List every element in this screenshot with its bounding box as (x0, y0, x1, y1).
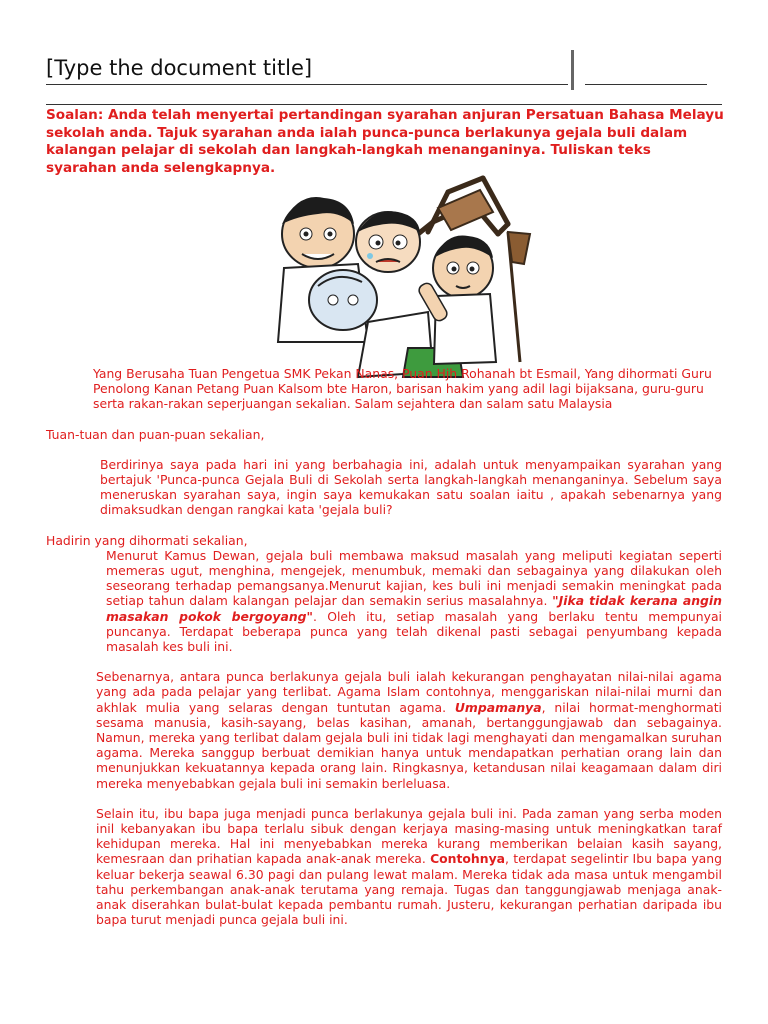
emphasis-word: Umpamanya (454, 699, 542, 715)
definition-paragraph (46, 548, 722, 654)
address-line: Tuan-tuan dan puan-puan sekalian, (46, 426, 265, 442)
bullying-cartoon-illustration (258, 172, 538, 382)
cause-parents-paragraph (46, 806, 722, 928)
emphasis-word: Contohnya (430, 851, 506, 867)
cause-text: Sebenarnya, antara punca berlakunya gejala buli ialah kekurangan penghayatan nilai-nilai agama yang ada pada pelajar yang terlibat. Agama Islam contohnya, menggariskan nilai-nilai murni dan akhlak mulia yang selaras dengan tuntutan agama. (96, 669, 722, 715)
document-title[interactable]: [Type the document title] (46, 56, 313, 80)
header-rule (46, 104, 722, 105)
cause-religion-paragraph (46, 669, 722, 791)
intro-paragraph: Berdirinya saya pada hari ini yang berbahagia ini, adalah untuk menyampaikan syarahan yang bertajuk 'Punca-punca Gejala Buli di Sekolah serta langkah-langkah menanganinya. Sebelum saya meneruskan syarahan saya, ingin saya kemukakan satu soalan iaitu , apakah sebenarnya yang dimaksudkan dengan rangkai kata 'gejala buli? (100, 456, 722, 518)
cause-text-continued: , terdapat segelintir Ibu bapa yang keluar bekerja seawal 6.30 pagi dan pulang lewat malam. Mereka tidak ada masa untuk mengambil tahu perkembangan anak-anak terutama yang remaja. Tugas dan tanggungjawab menjaga anak-anak diserahkan bulat-bulat kepada pembantu rumah. Justeru, kekurangan perhatian daripada ibu bapa turut menjadi punca gejala buli ini. (96, 851, 722, 928)
definition-text-continued: . Oleh itu, setiap masalah yang berlaku tentu mempunyai puncanya. Terdapat beberapa punca yang telah dikenal pasti sebagai penyumbang kepada masalah kes buli ini. (106, 608, 722, 655)
address-line: Hadirin yang dihormati sekalian, (46, 532, 248, 548)
question-text: Soalan: Anda telah menyertai pertandingan syarahan anjuran Persatuan Bahasa Melayu sekolah anda. Tajuk syarahan anda ialah punca-punca berlakunya gejala buli dalam kalangan pelajar di sekolah dan langkah-langkah menanganinya. Tuliskan teks syarahan anda selengkapnya. (46, 107, 724, 176)
header-divider (571, 50, 574, 90)
definition-text: Menurut Kamus Dewan, gejala buli membawa maksud masalah yang meliputi kegiatan seperti memeras ugut, menghina, mengejek, menumbuk, memaki dan sebagainya yang dilakukan oleh seseorang terhadap pemangsanya.Menurut kajian, kes buli ini menjadi semakin meningkat pada setiap tahun dalam kalangan pelajar dan semakin serius masalahnya. (106, 547, 722, 609)
title-underline (46, 84, 568, 85)
cause-text-continued: , nilai hormat-menghormati sesama manusia, kasih-sayang, belas kasihan, amanah, bertanggungjawab dan sebagainya. Namun, mereka yang terlibat dalam gejala buli ini tidak lagi menghayati dan mengamalkan suruhan agama. Mereka sanggup berbuat demikian hanya untuk mendapatkan perhatian orang lain dan menunjukkan kekuatannya kepada orang lain. Ringkasnya, ketandusan nilai keagamaan dalam diri mereka menyebabkan gejala buli ini semakin berleluasa. (96, 699, 722, 791)
date-field-underline[interactable] (585, 84, 707, 85)
speech-body (46, 366, 722, 928)
greeting-paragraph: Yang Berusaha Tuan Pengetua SMK Pekan Nanas, Puan Hjh Rohanah bt Esmail, Yang dihormati Guru Penolong Kanan Petang Puan Kalsom bte Haron, barisan hakim yang adil lagi bijaksana, guru-guru serta rakan-rakan seperjuangan sekalian. Salam sejahtera dan salam satu Malaysia (93, 366, 712, 412)
proverb-quote: "Jika tidak kerana angin masakan pokok bergoyang" (106, 593, 722, 624)
cause-text: Selain itu, ibu bapa juga menjadi punca berlakunya gejala buli ini. Pada zaman yang serba moden inil kebanyakan ibu bapa terlalu sibuk dengan kerjaya masing-masing untuk meningkatkan taraf kehidupan mereka. Hal ini menyebabkan mereka kurang memberikan belaian kasih sayang, kemesraan dan prihatian kapada anak-anak mereka. (96, 805, 722, 867)
